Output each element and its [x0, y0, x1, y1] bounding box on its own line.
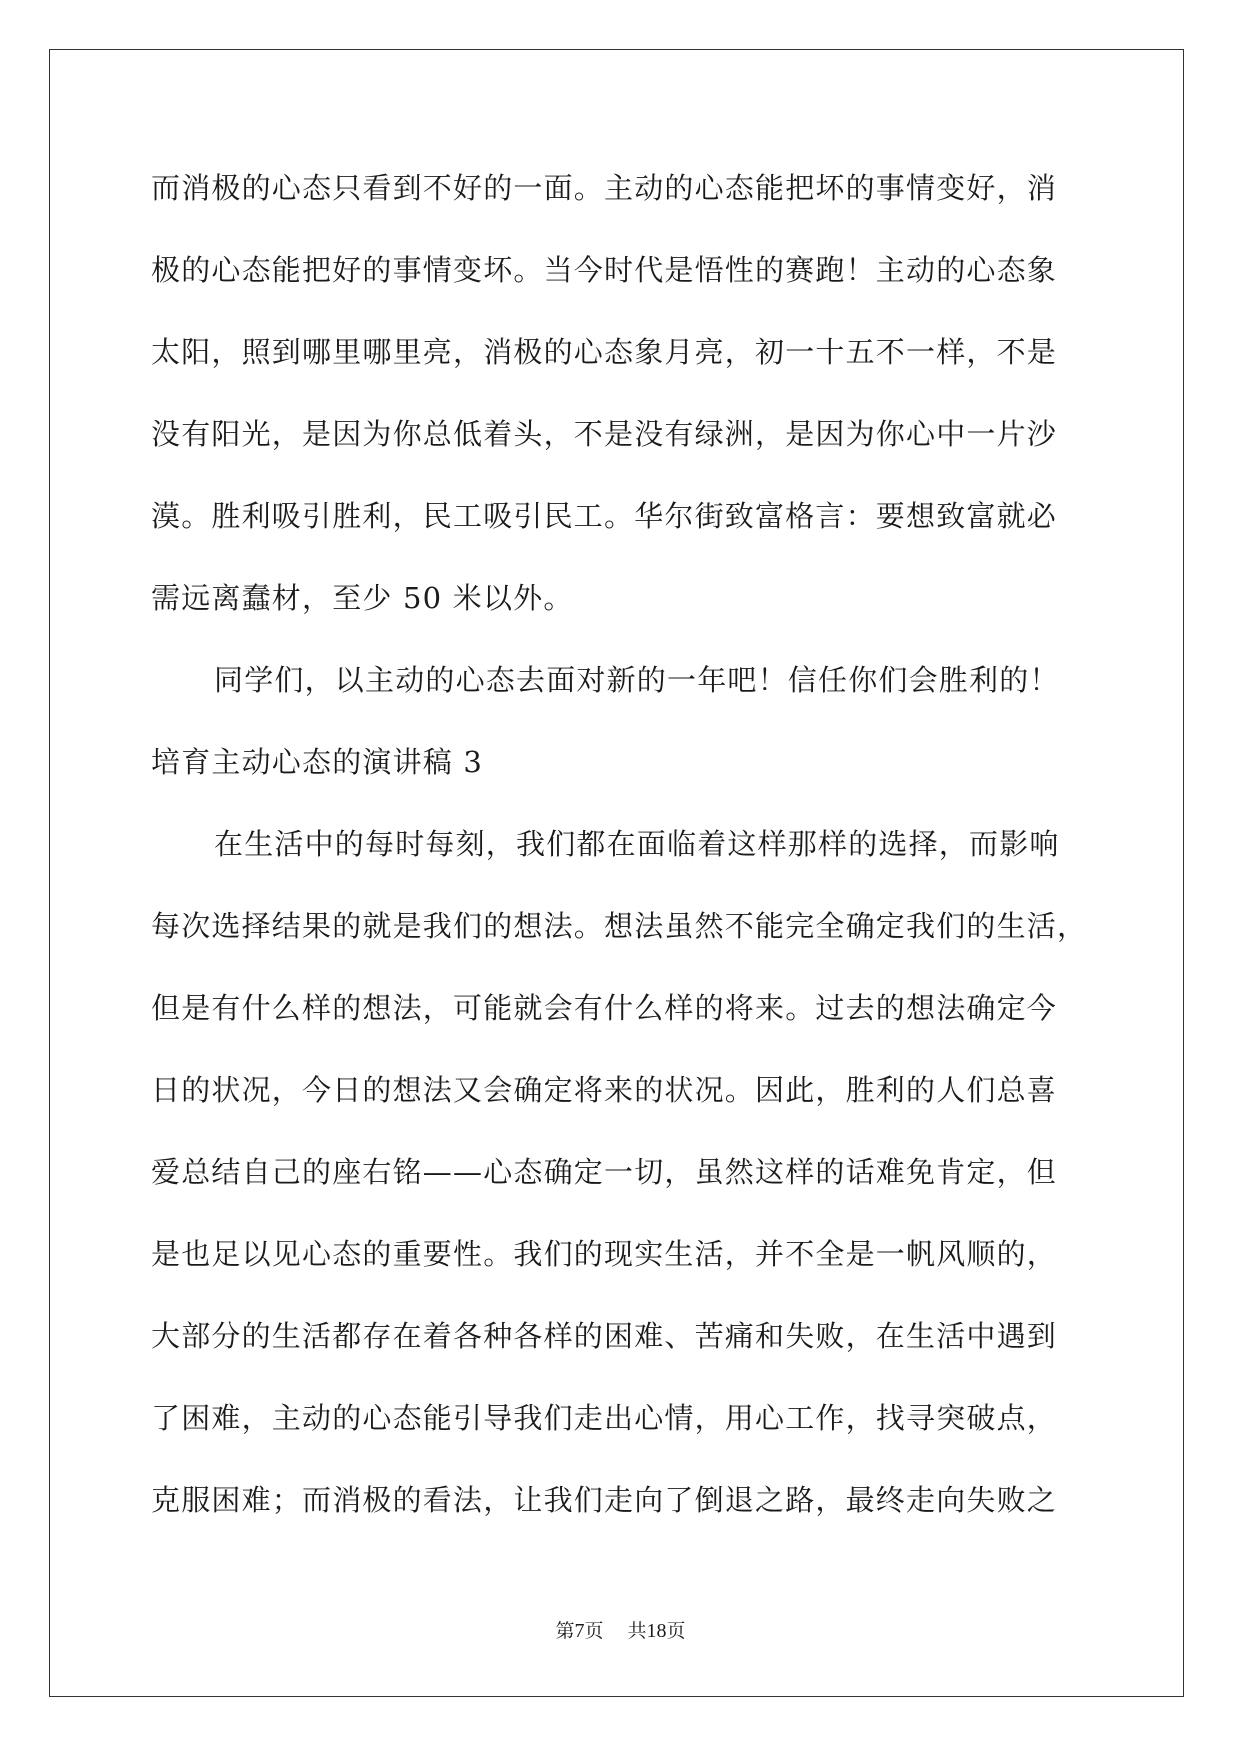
- total-prefix: 共: [627, 1620, 647, 1642]
- body-line-10: 每次选择结果的就是我们的想法。想法虽然不能完全确定我们的生活，: [151, 909, 1088, 943]
- body-line-15: 大部分的生活都存在着各种各样的困难、苦痛和失败，在生活中遇到: [151, 1319, 1058, 1353]
- page-prefix: 第: [555, 1620, 575, 1642]
- body-line-12: 日的状况，今日的想法又会确定将来的状况。因此，胜利的人们总喜: [151, 1073, 1058, 1107]
- body-line-3: 太阳，照到哪里哪里亮，消极的心态象月亮，初一十五不一样，不是: [151, 335, 1058, 369]
- total-pages: 18: [646, 1620, 667, 1642]
- body-line-1: 而消极的心态只看到不好的一面。主动的心态能把坏的事情变好，消: [151, 171, 1058, 205]
- body-line-11: 但是有什么样的想法，可能就会有什么样的将来。过去的想法确定今: [151, 991, 1058, 1025]
- total-suffix: 页: [666, 1620, 686, 1642]
- body-line-16: 了困难，主动的心态能引导我们走出心情，用心工作，找寻突破点，: [151, 1401, 1058, 1435]
- body-line-2: 极的心态能把好的事情变坏。当今时代是悟性的赛跑！主动的心态象: [151, 253, 1058, 287]
- body-line-5: 漠。胜利吸引胜利，民工吸引民工。华尔街致富格言：要想致富就必: [151, 499, 1058, 533]
- body-line-13: 爱总结自己的座右铭——心态确定一切，虽然这样的话难免肯定，但: [151, 1155, 1058, 1189]
- page-number: 7: [574, 1620, 585, 1642]
- page-suffix: 页: [584, 1620, 604, 1642]
- body-line-6: 需远离蠢材，至少 50 米以外。: [151, 581, 574, 615]
- body-line-4: 没有阳光，是因为你总低着头，不是没有绿洲，是因为你心中一片沙: [151, 417, 1058, 451]
- paragraph-closing-line: 同学们，以主动的心态去面对新的一年吧！信任你们会胜利的！: [214, 663, 1060, 697]
- body-line-14: 是也足以见心态的重要性。我们的现实生活，并不全是一帆风顺的，: [151, 1237, 1058, 1271]
- body-line-9: 在生活中的每时每刻，我们都在面临着这样那样的选择，而影响: [214, 827, 1060, 861]
- page-border: [49, 49, 1184, 1697]
- body-line-17: 克服困难；而消极的看法，让我们走向了倒退之路，最终走向失败之: [151, 1483, 1058, 1517]
- page-footer: [0, 1618, 1241, 1644]
- section-heading: 培育主动心态的演讲稿 3: [151, 745, 484, 779]
